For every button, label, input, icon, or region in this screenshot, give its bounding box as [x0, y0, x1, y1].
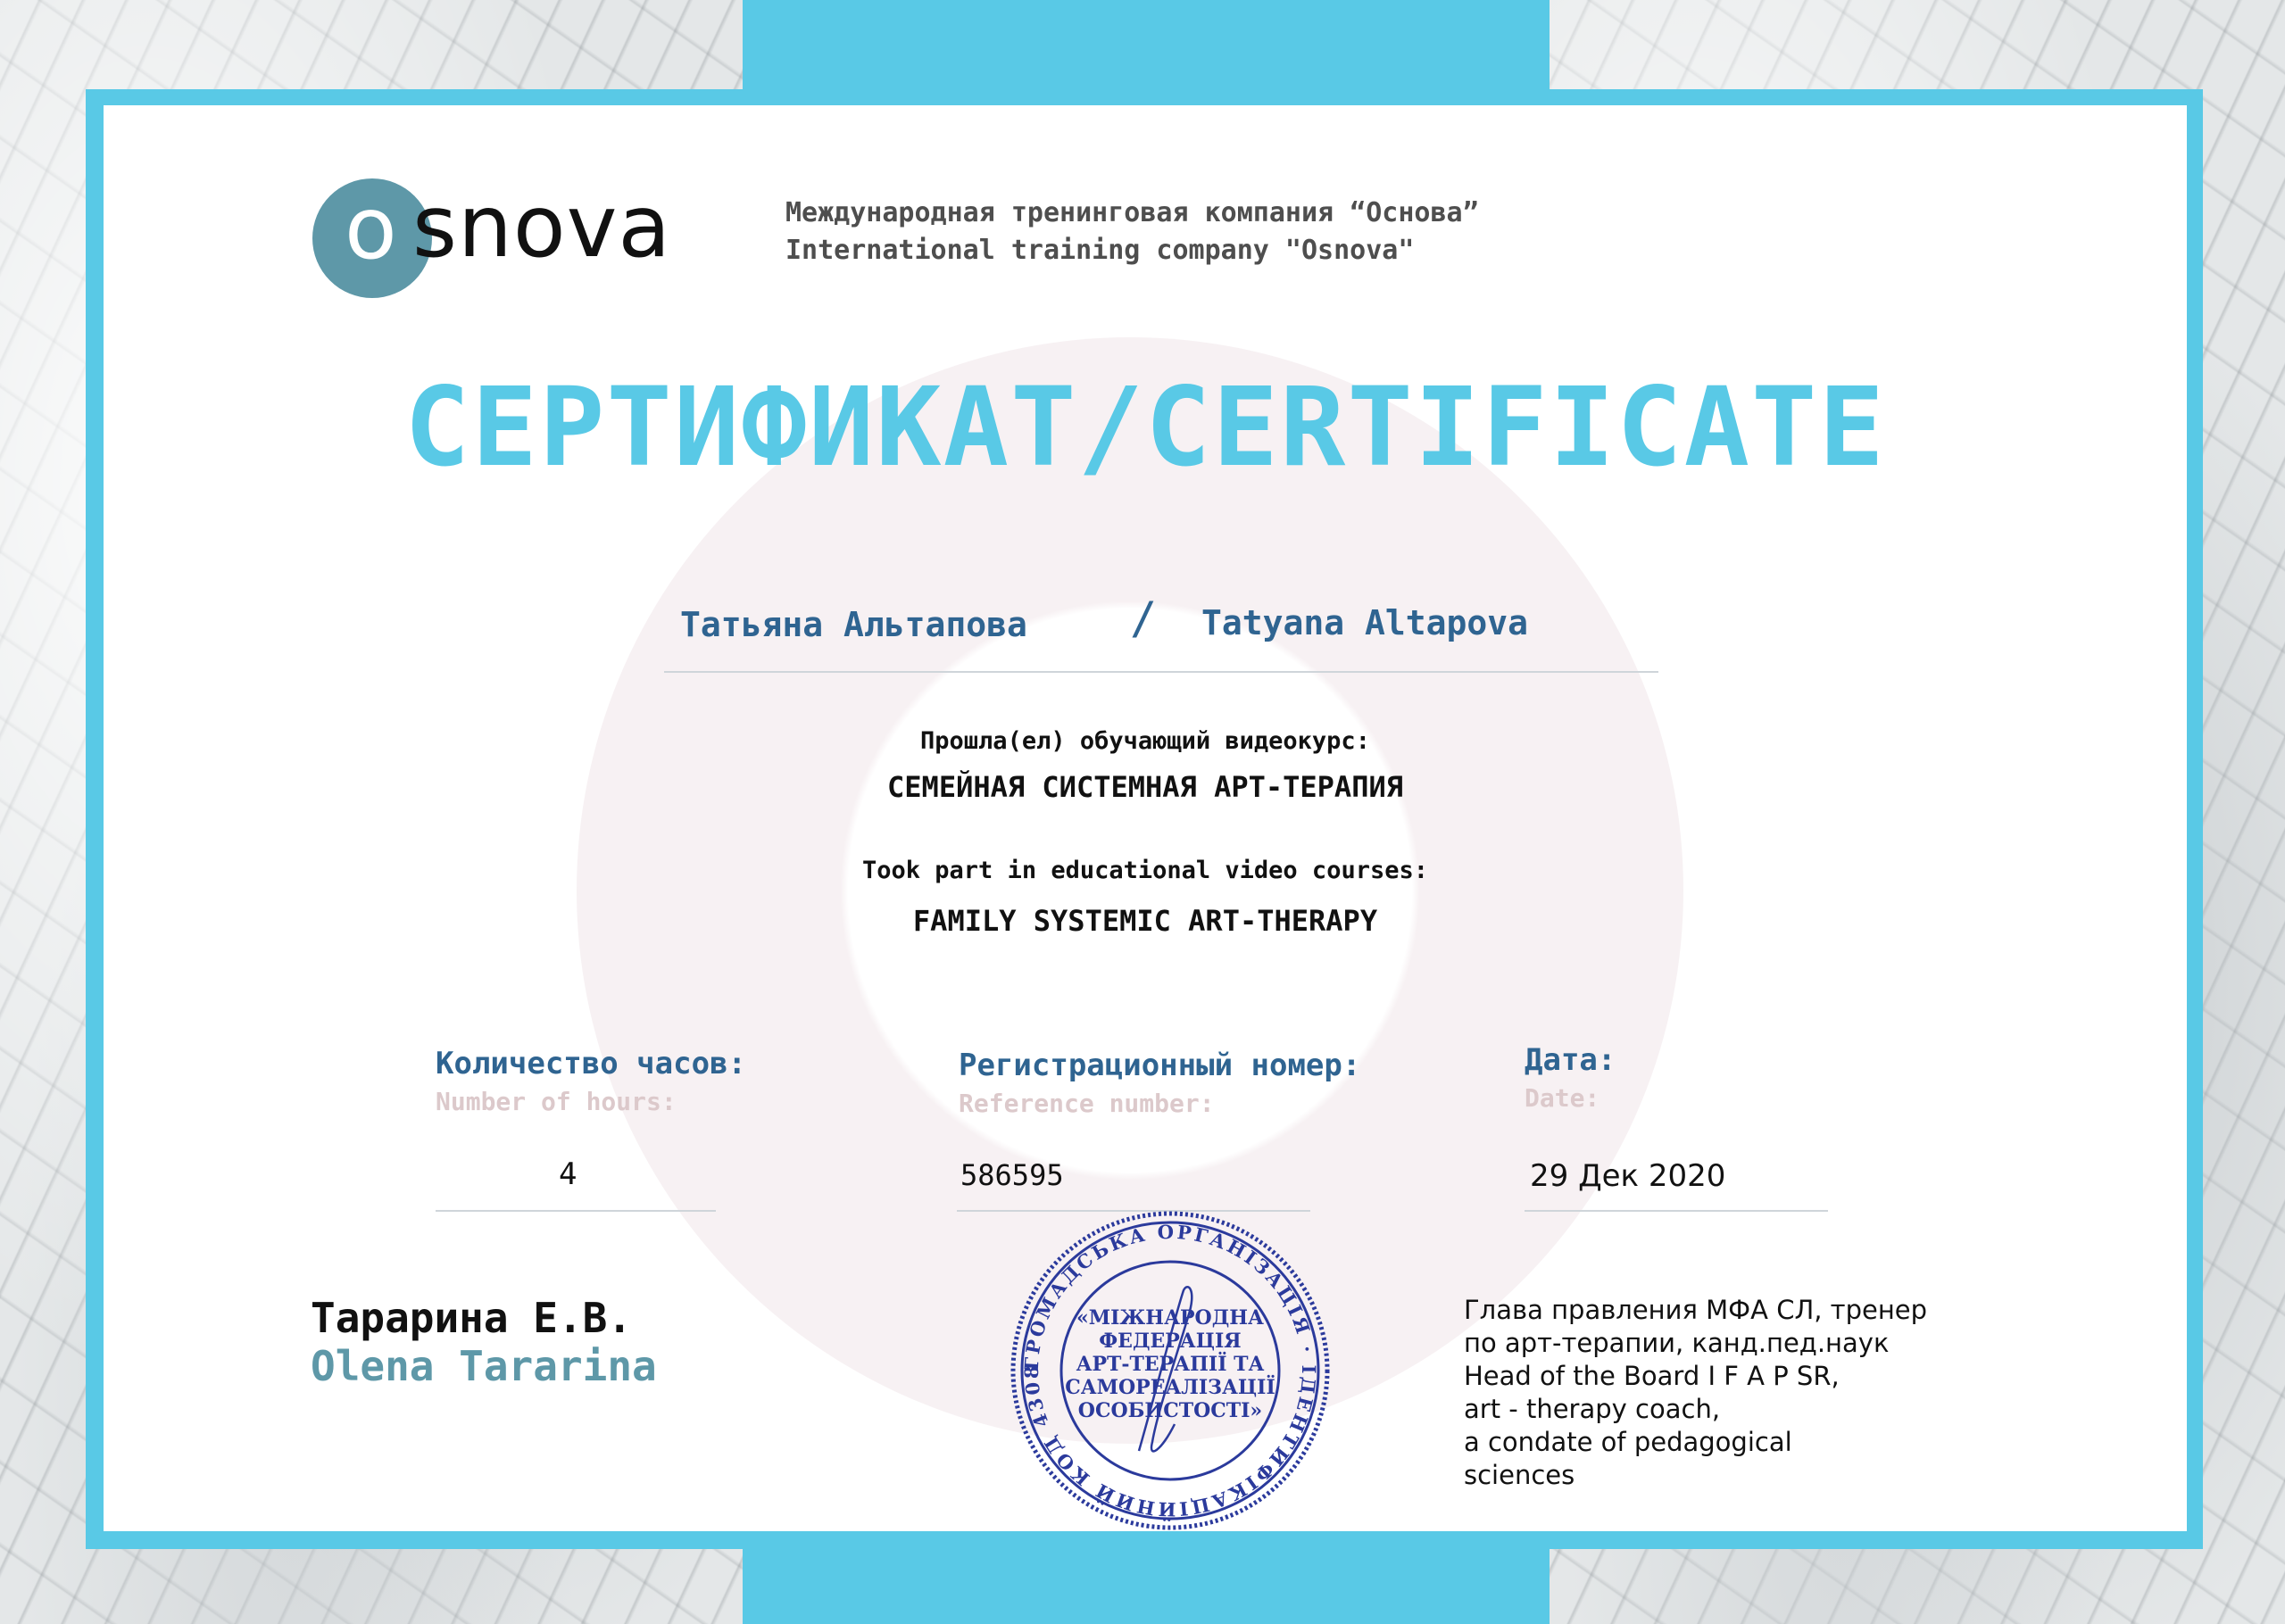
reference-value: 586595 [960, 1158, 1064, 1192]
course-intro-en: Took part in educational video courses: [862, 857, 1428, 884]
date-underline [1525, 1210, 1828, 1212]
stamp-inner-text [1065, 1306, 1275, 1422]
recipient-name-ru: Татьяна Альтапова [680, 605, 1027, 644]
hours-sublabel: Number of hours: [436, 1087, 677, 1116]
signatory-role-line: art - therapy coach, [1464, 1394, 1721, 1424]
signatory-role [1464, 1294, 1927, 1492]
certificate-title: СЕРТИФИКАТ/CERTIFICATE [404, 364, 1886, 491]
date-value: 29 Дек 2020 [1530, 1158, 1726, 1194]
stamp-inner-line: ФЕДЕРАЦІЯ [1099, 1330, 1242, 1353]
signatory-role-line: Head of the Board I F A P SR, [1464, 1361, 1840, 1391]
signatory-role-line: по арт-терапии, канд.пед.наук [1464, 1328, 1890, 1358]
stamp-inner-line: АРТ-ТЕРАПІЇ ТА [1076, 1353, 1265, 1376]
course-name-en: FAMILY SYSTEMIC ART-THERAPY [912, 904, 1378, 938]
official-stamp [1005, 1210, 1335, 1531]
certificate-card [104, 105, 2187, 1531]
course-name-ru: СЕМЕЙНАЯ СИСТЕМНАЯ АРТ-ТЕРАПИЯ [887, 770, 1403, 804]
reference-label: Регистрационный номер: [959, 1048, 1361, 1083]
hours-label: Количество часов: [436, 1046, 746, 1081]
signatory-role-line: sciences [1464, 1460, 1575, 1490]
course-intro-ru: Прошла(ел) обучающий видеокурс: [920, 727, 1370, 755]
stamp-seal-icon [1005, 1210, 1335, 1531]
company-name-ru: Международная тренинговая компания “Основа” [785, 197, 1479, 228]
stamp-outer-text: ГРОМАДСЬКА ОРГАНІЗАЦІЯ · ІДЕНТИФІКАЦІЙНИЙ КОД 4308 [1019, 1220, 1321, 1521]
stamp-inner-line: САМОРЕАЛІЗАЦІЇ [1065, 1376, 1275, 1399]
stamp-inner-line: ОСОБИСТОСТІ» [1077, 1399, 1263, 1422]
company-name-en: International training company "Osnova" [785, 235, 1415, 266]
signatory-role-line: Глава правления МФА СЛ, тренер [1464, 1295, 1928, 1325]
reference-sublabel: Reference number: [959, 1089, 1215, 1118]
stamp-inner-line: «МІЖНАРОДНА [1076, 1306, 1264, 1330]
company-name [785, 195, 1479, 269]
recipient-name-en: Tatyana Altapova [1201, 603, 1529, 642]
hours-value: 4 [559, 1156, 577, 1192]
signatory-name-en: Olena Tararina [311, 1342, 657, 1390]
recipient-name-separator: / [1130, 592, 1158, 644]
signatory-role-line: a condate of pedagogical [1464, 1427, 1792, 1457]
signatory-name-ru: Тарарина Е.В. [311, 1294, 633, 1342]
date-label: Дата: [1525, 1042, 1616, 1078]
logo-first-letter: o [345, 178, 397, 278]
logo-wordmark: snova [412, 177, 672, 277]
date-sublabel: Date: [1525, 1083, 1600, 1113]
recipient-underline [664, 671, 1658, 673]
hours-underline [436, 1210, 716, 1212]
osnova-logo [312, 170, 723, 294]
